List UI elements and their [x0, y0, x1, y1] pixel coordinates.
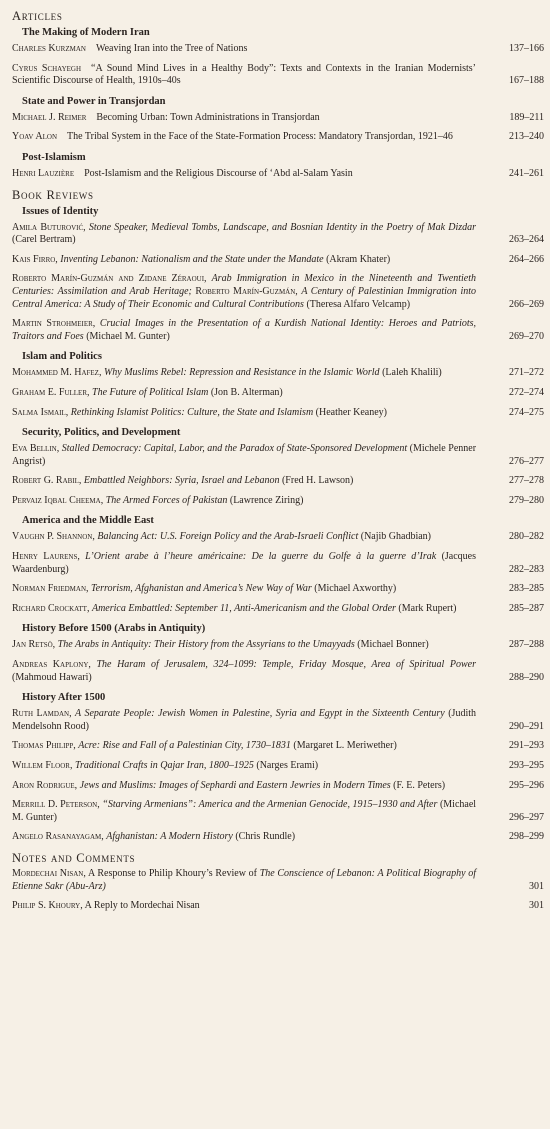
- entry-title: Acre: Rise and Fall of a Palestinian City, 1730–1831: [78, 740, 291, 752]
- subsection-heading: State and Power in Transjordan: [22, 95, 166, 107]
- entry-author: Roberto Marín-Guzmán and Zidane Zéraoui: [12, 273, 205, 285]
- entry-author: Ruth Lamdan: [12, 708, 70, 720]
- page-range: 272–274: [509, 386, 544, 398]
- entry-author: Henri Lauzière: [12, 167, 75, 179]
- entry-title: The Haram of Jerusalem, 324–1099: Temple, Friday Mosque, Area of Spiritual Power: [96, 659, 477, 671]
- entry-text: Amila Buturović, Stone Speaker, Medieval Tombs, Landscape, and Bosnian Identity in the Poetry of Mak Dizdar (Carel Bertram): [12, 221, 477, 246]
- entry-title: Traditional Crafts in Qajar Iran, 1800–1925: [74, 760, 254, 771]
- entry-title: Stalled Democracy: Capital, Labor, and the Paradox of State-Sponsored Development: [61, 443, 408, 455]
- article-entry: [12, 43, 544, 56]
- entry-text: Thomas Philipp, Acre: Rise and Fall of a Palestinian City, 1730–1831 (Margaret L. Meriwether): [12, 740, 397, 752]
- entry-author: Thomas Philipp: [12, 740, 74, 752]
- entry-reviewer: (Jon B. Alterman): [210, 386, 283, 398]
- subsection-heading: Islam and Politics: [22, 351, 102, 363]
- page-range: 288–290: [509, 671, 544, 683]
- entry-text: Kais Firro, Inventing Lebanon: Nationalism and the State under the Mandate (Akram Khater): [12, 253, 391, 265]
- entry-text: Angelo Rasanayagam, Afghanistan: A Modern History (Chris Rundle): [12, 831, 296, 843]
- page-range: 293–295: [509, 760, 544, 771]
- entry-author: Eva Bellin: [12, 443, 57, 455]
- entry-title: Why Muslims Rebel: Repression and Resistance in the Islamic World: [103, 367, 380, 379]
- entry-author-2: Roberto Marín-Guzmán: [195, 285, 296, 297]
- entry-reviewer: (Mark Rupert): [398, 602, 457, 614]
- page-range: 241–261: [509, 167, 544, 179]
- entry-note: , A Reply to Mordechai Nisan: [80, 900, 200, 912]
- section-heading: Book Reviews: [12, 187, 94, 202]
- entry-reviewer: (Lawrence Ziring): [229, 494, 304, 506]
- entry-author: Yoav Alon: [12, 131, 58, 143]
- entry-reviewer: (Michael M. Gunter): [12, 799, 477, 823]
- review-entry: [12, 760, 544, 773]
- note-entry: [12, 868, 544, 893]
- entry-title: America Embattled: September 11, Anti-Americanism and the Global Order: [91, 602, 396, 614]
- page-range: 266–269: [509, 298, 544, 310]
- entry-text: [12, 112, 476, 125]
- entry-text: Norman Friedman, Terrorism, Afghanistan and America’s New Way of War (Michael Axworthy): [12, 583, 397, 595]
- entry-author: Richard Crockatt: [12, 602, 87, 614]
- page-range: 301: [529, 900, 544, 912]
- entry-reviewer: (Akram Khater): [326, 253, 391, 265]
- entry-reviewer: (Laleh Khalili): [382, 367, 442, 379]
- review-entry: [12, 531, 544, 544]
- entry-title: Becoming Urban: Town Administrations in Transjordan: [96, 111, 320, 123]
- entry-title: Arab Immigration in Mexico in the Nineteenth and Twentieth Centuries: Assimilation and Arab Heritage;: [12, 273, 476, 297]
- entry-title: Balancing Act: U.S. Foreign Policy and the Arab-Israeli Conflict: [97, 531, 359, 543]
- review-entry: [12, 222, 544, 247]
- entry-title: L’Orient arabe à l’heure américaine: De la guerre du Golfe à la guerre d’Irak: [85, 551, 437, 563]
- table-of-contents: [12, 9, 544, 920]
- entry-text: [12, 43, 476, 56]
- review-entry: [12, 603, 544, 616]
- entry-reviewer: (Theresa Alfaro Velcamp): [306, 298, 411, 310]
- entry-reviewer: (Michael Axworthy): [314, 583, 397, 595]
- subsection-heading: History After 1500: [22, 692, 106, 704]
- entry-text: Jan Retsö, The Arabs in Antiquity: Their History from the Assyrians to the Umayyads (Michael Bonner): [12, 639, 429, 651]
- entry-title: The Future of Political Islam: [92, 386, 209, 398]
- entry-text: [12, 868, 476, 893]
- note-entry: [12, 900, 544, 913]
- page-range: 276–277: [509, 455, 544, 467]
- entry-author: Philip S. Khoury: [12, 900, 81, 912]
- review-entry: [12, 407, 544, 420]
- entry-author: Willem Floor: [12, 760, 70, 771]
- entry-text: Andreas Kaplony, The Haram of Jerusalem, 324–1099: Temple, Friday Mosque, Area of Spiritual Power (Mahmoud Hawari): [12, 659, 477, 683]
- entry-author: Mohammed M. Hafez: [12, 367, 99, 379]
- entry-author: Andreas Kaplony: [12, 659, 89, 671]
- review-entry: [12, 443, 544, 468]
- subsection-heading: Security, Politics, and Development: [22, 427, 181, 439]
- entry-title: Afghanistan: A Modern History: [106, 831, 233, 843]
- entry-author: Angelo Rasanayagam: [12, 831, 102, 843]
- entry-author: Cyrus Schayegh: [12, 62, 82, 74]
- page-range: 277–278: [509, 475, 544, 487]
- entry-author: Mordechai Nisan: [12, 867, 84, 879]
- page-range: 290–291: [509, 720, 544, 732]
- entry-title: The Conscience of Lebanon: A Political Biography of Etienne Sakr (Abu-Arz): [12, 867, 476, 892]
- entry-title: “A Sound Mind Lives in a Healthy Body”: Texts and Contexts in the Iranian Modernists’ Scientific Discourse of Health, 1910s–40s: [12, 62, 476, 87]
- entry-reviewer: (Michael M. Gunter): [86, 330, 170, 342]
- entry-reviewer: (Margaret L. Meriwether): [293, 740, 397, 752]
- entry-text: Graham E. Fuller, The Future of Political Islam (Jon B. Alterman): [12, 386, 283, 398]
- entry-author: Salma Ismail: [12, 406, 66, 418]
- page-range: 137–166: [509, 43, 544, 54]
- page-range: 167–188: [509, 75, 544, 87]
- entry-title: Jews and Muslims: Images of Sephardi and Eastern Jewries in Modern Times: [79, 779, 391, 791]
- entry-title: The Arabs in Antiquity: Their History from the Assyrians to the Umayyads: [57, 639, 355, 651]
- page-range: 263–264: [509, 234, 544, 246]
- article-entry: [12, 131, 544, 144]
- entry-reviewer: (Heather Keaney): [315, 406, 388, 418]
- page-range: 264–266: [509, 253, 544, 265]
- page-range: 295–296: [509, 779, 544, 791]
- subsection-heading: America and the Middle East: [22, 515, 154, 527]
- page-range: 283–285: [509, 583, 544, 595]
- review-entry: [12, 583, 544, 596]
- entry-reviewer: (Judith Mendelsohn Rood): [12, 708, 476, 732]
- page-range: 298–299: [509, 831, 544, 843]
- page-range: 282–283: [509, 563, 544, 575]
- entry-title: The Tribal System in the Face of the State-Formation Process: Mandatory Transjordan, 1921–46: [67, 131, 453, 143]
- review-entry: [12, 495, 544, 508]
- entry-title-2: A Century of Palestinian Immigration into Central America: A Study of Their Economic and Cultural Contributions: [12, 285, 476, 310]
- entry-reviewer: (Chris Rundle): [235, 831, 296, 843]
- article-entry: [12, 168, 544, 181]
- entry-reviewer: (Carel Bertram): [12, 234, 76, 246]
- entry-reviewer: (F. E. Peters): [393, 779, 446, 791]
- entry-author: Amila Buturović: [12, 221, 84, 233]
- entry-text: Richard Crockatt, America Embattled: September 11, Anti-Americanism and the Global Order (Mark Rupert): [12, 602, 457, 614]
- page-range: 274–275: [509, 406, 544, 418]
- page-range: 287–288: [509, 639, 544, 651]
- entry-title: Weaving Iran into the Tree of Nations: [95, 43, 248, 54]
- page-range: 285–287: [509, 602, 544, 614]
- entry-title: The Armed Forces of Pakistan: [105, 494, 228, 506]
- review-entry: [12, 780, 544, 793]
- entry-reviewer: (Narges Erami): [256, 760, 319, 771]
- article-entry: [12, 63, 544, 88]
- page-range: 213–240: [509, 131, 544, 143]
- entry-title: “Starving Armenians”: America and the Armenian Genocide, 1915–1930 and After: [102, 799, 438, 811]
- subsection-heading: Post-Islamism: [22, 151, 86, 163]
- review-entry: [12, 659, 544, 684]
- subsection-heading: Issues of Identity: [22, 205, 99, 217]
- review-entry: [12, 708, 544, 733]
- subsection-heading: History Before 1500 (Arabs in Antiquity): [22, 623, 206, 635]
- entry-author: Robert G. Rabil: [12, 475, 79, 487]
- review-entry: [12, 318, 544, 343]
- page-range: 296–297: [509, 811, 544, 823]
- entry-text: Ruth Lamdan, A Separate People: Jewish Women in Palestine, Syria and Egypt in the Sixteenth Century (Judith Mendelsohn Rood): [12, 708, 476, 732]
- entry-text: Vaughn P. Shannon, Balancing Act: U.S. Foreign Policy and the Arab-Israeli Conflict (Najib Ghadbian): [12, 531, 431, 543]
- entry-title: Terrorism, Afghanistan and America’s New Way of War: [91, 583, 312, 595]
- page-range: 189–211: [509, 111, 544, 123]
- entry-text: Robert G. Rabil, Embattled Neighbors: Syria, Israel and Lebanon (Fred H. Lawson): [12, 475, 354, 487]
- entry-author: Pervaiz Iqbal Cheema: [12, 494, 101, 506]
- page-range: 269–270: [509, 330, 544, 342]
- review-entry: [12, 475, 544, 488]
- review-entry: [12, 639, 544, 652]
- entry-reviewer: (Michael Bonner): [357, 639, 429, 651]
- review-entry: [12, 254, 544, 267]
- entry-author: Martin Strohmeier: [12, 318, 93, 330]
- review-entry: [12, 831, 544, 844]
- review-entry: [12, 387, 544, 400]
- entry-author: Michael J. Reimer: [12, 111, 87, 123]
- entry-title: Stone Speaker, Medieval Tombs, Landscape, and Bosnian Identity in the Poetry of Mak Dizdar: [88, 221, 477, 233]
- review-entry: [12, 740, 544, 753]
- entry-title: Embattled Neighbors: Syria, Israel and Lebanon: [83, 475, 280, 487]
- section-heading: Notes and Comments: [12, 850, 136, 865]
- entry-text: [12, 168, 476, 181]
- entry-reviewer: (Fred H. Lawson): [281, 475, 354, 487]
- review-entry: [12, 367, 544, 380]
- entry-text: Salma Ismail, Rethinking Islamist Politics: Culture, the State and Islamism (Heather Keaney): [12, 406, 388, 418]
- review-entry: [12, 799, 544, 824]
- page-range: 280–282: [509, 531, 544, 543]
- entry-text: Eva Bellin, Stalled Democracy: Capital, Labor, and the Paradox of State-Sponsored Development (Michele Penner Angrist): [12, 443, 477, 467]
- entry-text: Willem Floor, Traditional Crafts in Qajar Iran, 1800–1925 (Narges Erami): [12, 760, 319, 771]
- entry-text: [12, 900, 476, 913]
- review-entry: [12, 273, 544, 311]
- entry-author: Norman Friedman: [12, 583, 87, 595]
- review-entry: [12, 551, 544, 576]
- subsection-heading: The Making of Modern Iran: [22, 27, 150, 38]
- entry-title: Inventing Lebanon: Nationalism and the State under the Mandate: [60, 253, 324, 265]
- entry-reviewer: (Mahmoud Hawari): [12, 671, 92, 683]
- entry-text: Merrill D. Peterson, “Starving Armenians”: America and the Armenian Genocide, 1915–1930 and After (Michael M. Gunter): [12, 799, 477, 823]
- entry-text: [12, 131, 476, 144]
- entry-text: Aron Rodrigue, Jews and Muslims: Images of Sephardi and Eastern Jewries in Modern Times (F. E. Peters): [12, 779, 446, 791]
- entry-note: , A Response to Philip Khoury’s Review of: [83, 867, 260, 879]
- entry-author: Vaughn P. Shannon: [12, 531, 93, 543]
- entry-title: Rethinking Islamist Politics: Culture, the State and Islamism: [70, 406, 314, 418]
- entry-title: A Separate People: Jewish Women in Palestine, Syria and Egypt in the Sixteenth Century: [75, 708, 445, 720]
- entry-reviewer: (Michele Penner Angrist): [12, 443, 477, 467]
- entry-text: [12, 63, 476, 88]
- entry-text: Martin Strohmeier, Crucial Images in the Presentation of a Kurdish National Identity: Heroes and Patriots, Traitors and Foes (Michael M. Gunter): [12, 318, 477, 342]
- entry-text: Pervaiz Iqbal Cheema, The Armed Forces of Pakistan (Lawrence Ziring): [12, 494, 304, 506]
- entry-reviewer: (Jacques Waardenburg): [12, 551, 476, 575]
- entry-text: Mohammed M. Hafez, Why Muslims Rebel: Repression and Resistance in the Islamic World (Laleh Khalili): [12, 367, 442, 379]
- entry-author: Merrill D. Peterson: [12, 799, 98, 811]
- page-range: 301: [529, 880, 544, 892]
- article-entry: [12, 112, 544, 125]
- entry-author: Charles Kurzman: [12, 43, 86, 54]
- entry-title: Crucial Images in the Presentation of a Kurdish National Identity: Heroes and Patriots, Traitors and Foes: [12, 318, 477, 342]
- entry-title: Post-Islamism and the Religious Discourse of ‘Abd al-Salam Yasin: [84, 167, 353, 179]
- entry-author: Henry Laurens: [12, 551, 78, 563]
- entry-author: Aron Rodrigue: [12, 779, 75, 791]
- entry-reviewer: (Najib Ghadbian): [360, 531, 431, 543]
- page-range: 279–280: [509, 494, 544, 506]
- entry-text: Roberto Marín-Guzmán and Zidane Zéraoui, Arab Immigration in Mexico in the Nineteenth and Twentieth Centuries: Assimilation and Arab Heritage; Roberto Marín-Guzmán, A Century of Palestinian Immigration into Central America: A Study of Their Economic and Cultural Contributions (Theresa Alfaro Velcamp): [12, 273, 476, 310]
- section-heading: Articles: [12, 9, 63, 23]
- page-range: 271–272: [509, 367, 544, 379]
- entry-author: Graham E. Fuller: [12, 386, 88, 398]
- entry-text: Henry Laurens, L’Orient arabe à l’heure américaine: De la guerre du Golfe à la guerre d’Irak (Jacques Waardenburg): [12, 551, 476, 575]
- entry-author: Jan Retsö: [12, 639, 53, 651]
- entry-author: Kais Firro: [12, 253, 56, 265]
- page-range: 291–293: [509, 740, 544, 752]
